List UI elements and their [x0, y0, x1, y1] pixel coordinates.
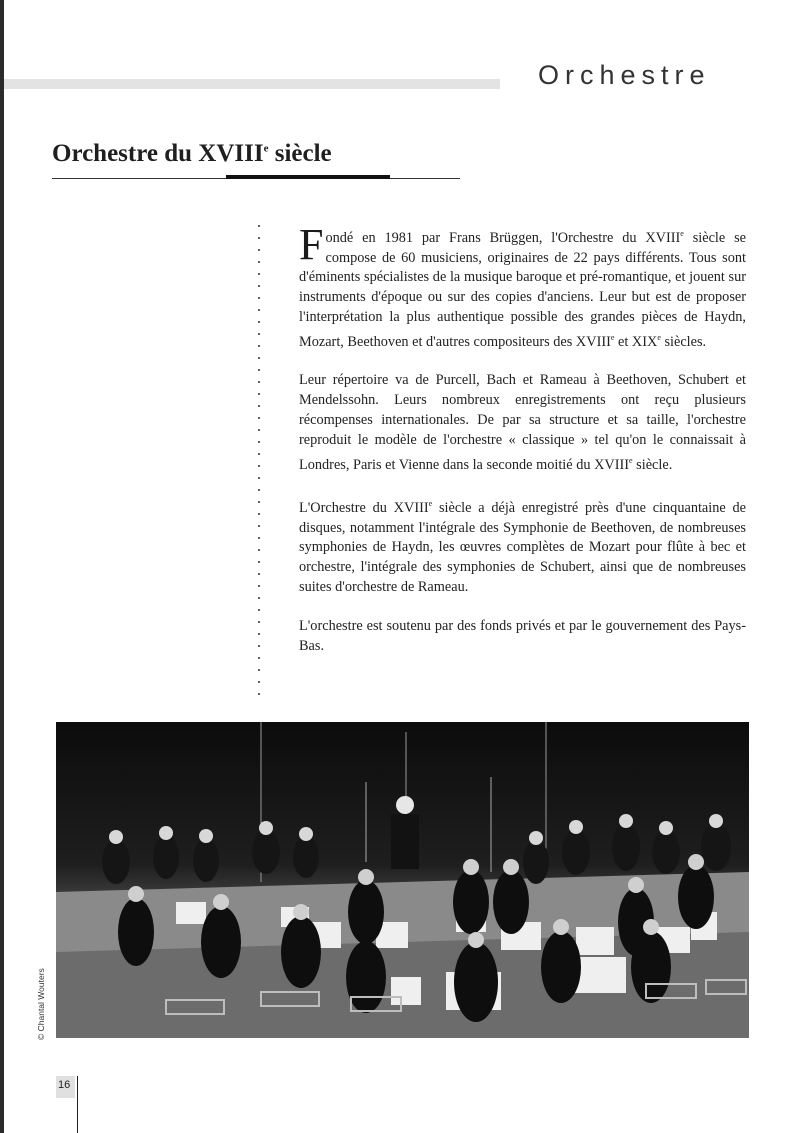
article-body — [299, 220, 746, 675]
paragraph-3: L'Orchestre du XVIIIe siècle a déjà enregistré près d'une cinquantaine de disques, notamment l'intégrale des Symphonie de Beethoven, de nombreuses symphonies de Haydn, les œuvres complètes de Mozart pour flûte à bec et orchestre, l'intégrale des symphonies de Schubert, ainsi que de nombreuses suites d'orchestre de Rameau. — [299, 499, 746, 596]
orchestre-photo — [56, 722, 749, 1038]
title-text-end: siècle — [268, 140, 332, 167]
paragraph-2: Leur répertoire va de Purcell, Bach et Rameau à Beethoven, Schubert et Mendelssohn. Leurs nombreux enregistrements ont reçu plusieurs récompenses internationales. De par sa structure et sa taille, l'orchestre reproduit le modèle de l'orchestre « classique » tel qu'on le connaissait à Londres, Paris et Vienne dans la seconde moitié du XVIIIe siècle. — [299, 372, 746, 473]
title-superscript: e — [263, 142, 269, 155]
drop-cap: F — [299, 220, 324, 269]
title-text: Orchestre du XVIII — [52, 140, 264, 167]
page-left-rule — [0, 0, 4, 1133]
paragraph-4: L'orchestre est soutenu par des fonds privés et par le gouvernement des Pays-Bas. — [299, 617, 746, 654]
page-number: 16 — [58, 1079, 71, 1091]
header-bar — [4, 79, 500, 89]
title-underline-accent — [226, 175, 390, 179]
dotted-separator — [258, 220, 260, 698]
paragraph-1: Fondé en 1981 par Frans Brüggen, l'Orchestre du XVIIIe siècle se compose de 60 musiciens, originaires de 22 pays différents. Tous sont d'éminents spécialistes de la musique baroque et pré-romantique, et jouent sur instruments d'époque ou sur des copies d'anciens. Leur but est de proposer l'interprétation la plus authentique possible des grandes pièces de Haydn, Mozart, Beethoven et d'autres compositeurs des XVIIIe et XIXe siècles. — [299, 220, 746, 350]
section-label: Orchestre — [538, 60, 711, 90]
article-title — [52, 140, 332, 168]
photo-credit: © Chantal Wouters — [36, 968, 46, 1040]
footer-rule — [77, 1076, 78, 1133]
